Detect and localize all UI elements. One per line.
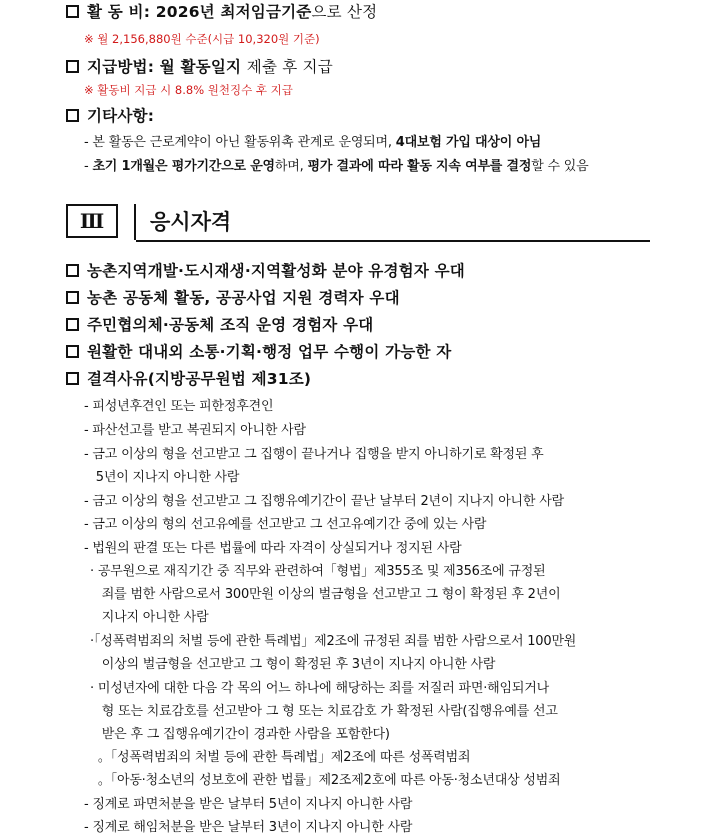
etc-line-2: [84, 155, 720, 174]
section-underline: [136, 240, 650, 242]
disq-line: 。「아동·청소년의 성보호에 관한 법률」제2조제2호에 따른 아동·청소년대상 성범죄: [90, 773, 561, 788]
etc-line-2-text-1: 하며,: [274, 159, 308, 174]
checkbox-icon: [66, 5, 79, 18]
qualification-item: [66, 340, 720, 362]
pay-value: 2026년 최저임금기준: [155, 3, 312, 21]
checkbox-icon: [66, 60, 79, 73]
disq-line: 지나지 아니한 사람: [90, 610, 209, 625]
pay-suffix: 으로 산정: [311, 3, 378, 21]
checkbox-icon: [66, 264, 79, 277]
qualification-item: [66, 286, 720, 308]
qualification-text: 주민협의체·공동체 조직 운영 경험자 우대: [87, 316, 374, 334]
etc-line-1-text: - 본 활동은 근로계약이 아닌 활동위촉 관계로 운영되며,: [84, 135, 396, 150]
qualification-item: [66, 313, 720, 335]
qualification-text: 농촌지역개발·도시재생·지역활성화 분야 유경험자 우대: [87, 262, 465, 280]
disq-line: · 미성년자에 대한 다음 각 목의 어느 하나에 해당하는 죄를 저질러 파면·해임되거나: [90, 681, 549, 696]
disq-line: 。「성폭력범죄의 처벌 등에 관한 특례법」제2조에 따른 성폭력범죄: [90, 750, 471, 765]
etc-line-2-dash: -: [84, 159, 93, 174]
disq-line: - 금고 이상의 형을 선고받고 그 집행유예기간이 끝난 날부터 2년이 지나지 아니한 사람: [84, 494, 564, 509]
disq-line: 죄를 범한 사람으로서 300만원 이상의 벌금형을 선고받고 그 형이 확정된 후 2년이: [90, 587, 561, 602]
checkbox-icon: [66, 372, 79, 385]
qualification-item: [66, 367, 720, 389]
disq-line: - 징계로 해임처분을 받은 날부터 3년이 지나지 아니한 사람: [84, 820, 413, 835]
qualification-text: 원활한 대내외 소통·기획·행정 업무 수행이 가능한 자: [87, 343, 452, 361]
etc-line-2-text-2: 할 수 있음: [531, 159, 589, 174]
etc-item: [66, 104, 720, 126]
disq-line: - 파산선고를 받고 복권되지 아니한 사람: [84, 423, 306, 438]
etc-line-1: [84, 131, 720, 150]
method-label: 지급방법:: [87, 58, 155, 76]
disq-line: 이상의 벌금형을 선고받고 그 형이 확정된 후 3년이 지나지 아니한 사람: [90, 657, 496, 672]
checkbox-icon: [66, 318, 79, 331]
etc-line-2-bold-2: 평가 결과에 따라 활동 지속 여부를 결정: [307, 159, 532, 174]
disq-line: 5년이 지나지 아니한 사람: [84, 470, 240, 485]
pay-note: ※ 월 2,156,880원 수준(시급 10,320원 기준): [84, 32, 320, 46]
checkbox-icon: [66, 345, 79, 358]
disq-line: - 법원의 판결 또는 다른 법률에 따라 자격이 상실되거나 정지된 사람: [84, 541, 462, 556]
method-note: ※ 활동비 지급 시 8.8% 원천징수 후 지급: [84, 83, 293, 97]
disq-line: 받은 후 그 집행유예기간이 경과한 사람을 포함한다): [90, 727, 390, 742]
qualification-text: 농촌 공동체 활동, 공공사업 지원 경력자 우대: [87, 289, 400, 307]
qualification-item: [66, 259, 720, 281]
etc-line-2-bold-1: 초기 1개월은 평가기간으로 운영: [92, 159, 275, 174]
etc-line-1-bold: 4대보험 가입 대상이 아님: [395, 135, 542, 150]
disq-line: ·「성폭력범죄의 처벌 등에 관한 특례법」제2조에 규정된 죄를 범한 사람으로서 100만원: [90, 634, 577, 649]
disq-line: 형 또는 치료감호를 선고받아 그 형 또는 치료감호 가 확정된 사람(집행유예를 선고: [90, 704, 558, 719]
checkbox-icon: [66, 291, 79, 304]
qualification-text: 결격사유(지방공무원법 제31조): [87, 370, 312, 388]
pay-item: [66, 0, 720, 22]
method-value: 월 활동일지: [159, 58, 242, 76]
section-number: Ⅲ: [66, 204, 118, 238]
checkbox-icon: [66, 109, 79, 122]
method-suffix: 제출 후 지급: [246, 58, 333, 76]
disq-line: - 징계로 파면처분을 받은 날부터 5년이 지나지 아니한 사람: [84, 797, 413, 812]
etc-label: 기타사항:: [87, 107, 155, 125]
section-title: 응시자격: [150, 210, 232, 234]
disq-line: - 금고 이상의 형을 선고받고 그 집행이 끝나거나 집행을 받지 아니하기로 확정된 후: [84, 447, 544, 462]
disq-line: - 금고 이상의 형의 선고유예를 선고받고 그 선고유예기간 중에 있는 사람: [84, 517, 487, 532]
disq-line: · 공무원으로 재직기간 중 직무와 관련하여「형법」제355조 및 제356조에 규정된: [90, 564, 546, 579]
disq-line: - 피성년후견인 또는 피한정후견인: [84, 399, 274, 414]
method-item: [66, 55, 720, 77]
section-divider: [134, 204, 136, 240]
pay-label: 활 동 비:: [87, 3, 151, 21]
